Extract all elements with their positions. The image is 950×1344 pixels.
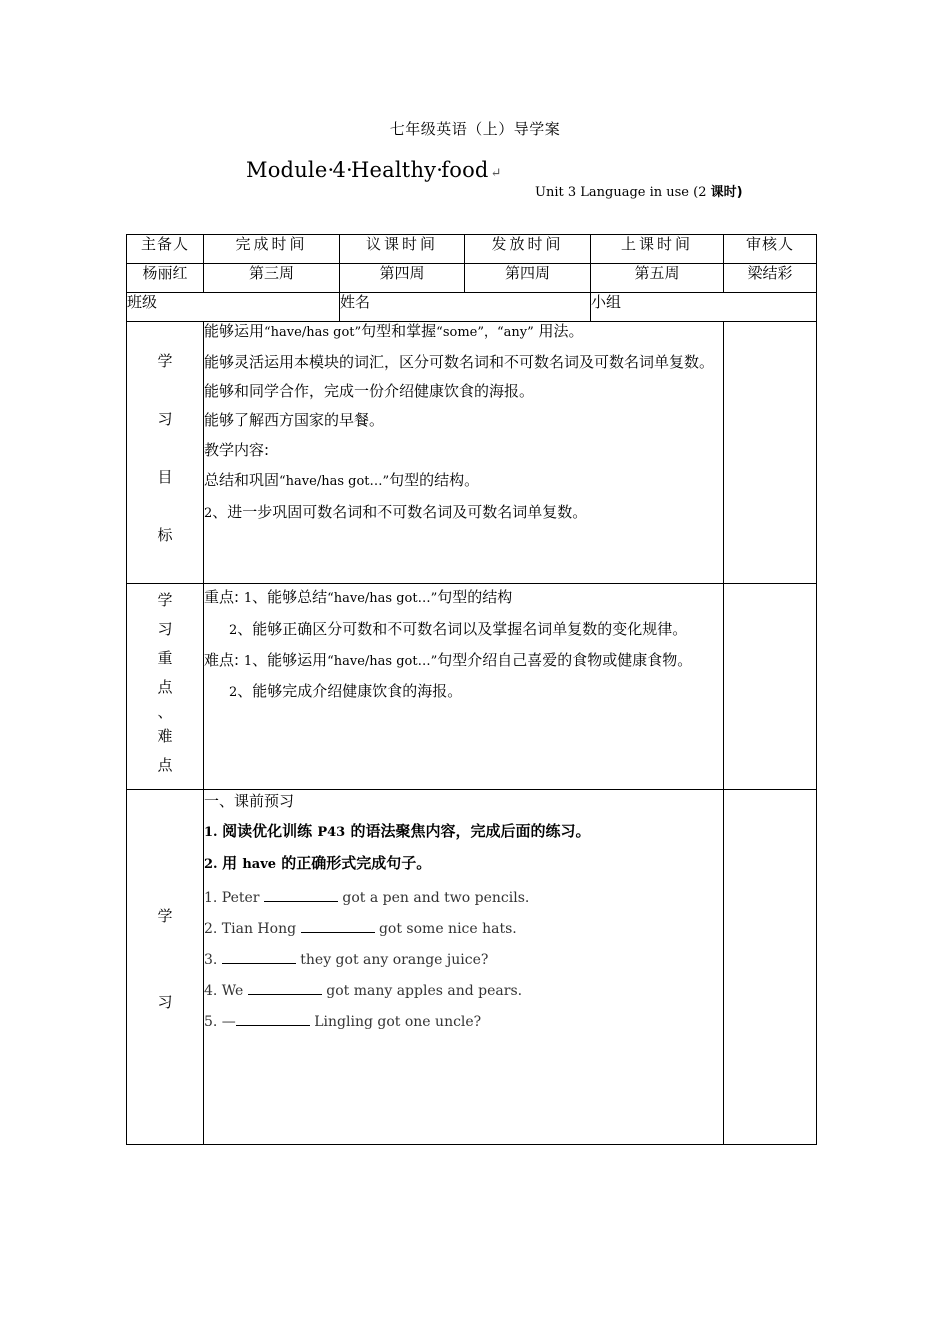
text: 1 (243, 591, 253, 606)
side-char: 习 (157, 620, 173, 638)
class-label: 班级 (127, 293, 340, 322)
side-char: 点 (157, 678, 173, 696)
key-points-content (204, 584, 724, 790)
lesson-plan-table (126, 234, 817, 1145)
text: 用法。 (533, 322, 584, 340)
empty-cell (724, 790, 817, 1145)
text: 句型的结构 (437, 588, 513, 606)
study-side-label (127, 790, 204, 1145)
side-char: 学 (157, 591, 173, 609)
study-row (127, 790, 817, 1145)
key-point-line (204, 588, 723, 608)
text: 总结和巩固 (204, 471, 280, 489)
space-mark: · (346, 158, 353, 182)
header-cell: 主备人 (127, 235, 204, 264)
text: “some”，“any” (436, 325, 534, 340)
name-cell: 第五周 (591, 264, 724, 293)
group-label: 小组 (591, 293, 817, 322)
side-char: 学 (157, 352, 173, 370)
text: 1. (204, 825, 223, 840)
name-cell: 梁结彩 (724, 264, 817, 293)
objective-line: 能够了解西方国家的早餐。 (204, 411, 385, 429)
text: 1 (243, 654, 253, 669)
text: they got any orange juice? (295, 952, 489, 968)
answer-blank[interactable] (264, 887, 338, 902)
side-char: 习 (157, 410, 173, 428)
text: got many apples and pears. (321, 983, 523, 999)
side-char: 难 (157, 727, 173, 745)
objectives-row (127, 322, 817, 584)
key-points-side-label (127, 584, 204, 790)
objective-line: 能够灵活运用本模块的词汇，区分可数名词和不可数名词及可数名词单复数。 (204, 353, 715, 371)
header-cell: 发放时间 (465, 235, 591, 264)
section-heading: 一、课前预习 (204, 792, 295, 810)
header-cell: 议课时间 (340, 235, 465, 264)
text: “have/has got…” (279, 474, 390, 489)
objective-line (204, 322, 723, 342)
empty-cell (724, 322, 817, 584)
side-char: 重 (157, 649, 173, 667)
text: 5. — (204, 1014, 236, 1030)
header-cell: 审核人 (724, 235, 817, 264)
header-row (127, 235, 817, 264)
text: 3. (204, 952, 222, 968)
side-char: 目 (157, 468, 173, 486)
side-char: 习 (157, 993, 173, 1011)
objective-line (204, 503, 723, 523)
objective-line: 能够和同学合作，完成一份介绍健康饮食的海报。 (204, 382, 535, 400)
objectives-content (204, 322, 724, 584)
key-points-row (127, 584, 817, 790)
objective-line (204, 471, 723, 491)
text: 2. (204, 857, 223, 872)
student-name-label: 姓名 (340, 293, 591, 322)
header-cell: 上课时间 (591, 235, 724, 264)
paragraph-mark-icon: ↵ (490, 166, 502, 181)
exercise-item (204, 949, 723, 969)
name-cell: 第三周 (204, 264, 340, 293)
text: 能够运用 (204, 322, 265, 340)
answer-blank[interactable] (236, 1011, 310, 1026)
side-char: 学 (157, 907, 173, 925)
text: 1. Peter (204, 890, 264, 906)
text: 、能够正确区分可数和不可数名词以及掌握名词单复数的变化规律。 (237, 620, 688, 638)
unit-text: Unit 3 Language in use (2 (535, 185, 711, 200)
answer-blank[interactable] (222, 949, 296, 964)
objective-line: 教学内容: (204, 441, 270, 459)
unit-subtitle (535, 181, 743, 200)
unit-lessons: 课时) (710, 185, 743, 200)
text: have (242, 857, 277, 872)
answer-blank[interactable] (248, 980, 322, 995)
text: 的正确形式完成句子。 (276, 854, 432, 872)
text: 句型的结构。 (389, 471, 480, 489)
text: 句型介绍自己喜爱的食物或健康食物。 (437, 651, 693, 669)
text: 2 (229, 623, 238, 638)
text: 、能够完成介绍健康饮食的海报。 (237, 682, 463, 700)
text: got a pen and two pencils. (337, 890, 530, 906)
text: 2. Tian Hong (204, 921, 301, 937)
text: Lingling got one uncle? (309, 1014, 482, 1030)
class-row (127, 293, 817, 322)
text: P43 (317, 825, 346, 840)
space-mark: · (327, 158, 335, 182)
names-row (127, 264, 817, 293)
name-cell: 杨丽红 (127, 264, 204, 293)
task-line (204, 822, 723, 842)
text: “have/has got…” (327, 591, 438, 606)
text: 、能够总结 (252, 588, 328, 606)
name-cell: 第四周 (340, 264, 465, 293)
objectives-side-label (127, 322, 204, 584)
module-word: food (441, 158, 489, 182)
space-mark: · (436, 158, 444, 182)
page-title: 七年级英语（上）导学案 (389, 120, 561, 138)
exercise-item (204, 1011, 723, 1031)
text: 句型和掌握 (361, 322, 437, 340)
answer-blank[interactable] (301, 918, 375, 933)
text: 2 (204, 506, 213, 521)
text: 难点: (204, 651, 244, 669)
text: “have/has got…” (327, 654, 438, 669)
text: 、进一步巩固可数名词和不可数名词及可数名词单复数。 (212, 503, 588, 521)
text: 重点: (204, 588, 244, 606)
text: “have/has got” (264, 325, 362, 340)
text: 阅读优化训练 (222, 822, 318, 840)
difficulty-line (204, 682, 723, 702)
side-char: 标 (157, 526, 173, 544)
module-word: Healthy (351, 158, 437, 182)
text: 2 (229, 685, 238, 700)
text: 的语法聚焦内容，完成后面的练习。 (345, 822, 591, 840)
module-word: Module (246, 158, 328, 182)
empty-cell (724, 584, 817, 790)
module-heading (246, 158, 502, 182)
key-point-line (204, 620, 723, 640)
exercise-item (204, 887, 723, 907)
task-line (204, 854, 723, 874)
module-number: 4 (332, 158, 347, 182)
text: got some nice hats. (374, 921, 517, 937)
side-char: 、 (157, 703, 173, 721)
exercise-item (204, 980, 723, 1000)
difficulty-line (204, 651, 723, 671)
name-cell: 第四周 (465, 264, 591, 293)
side-char: 点 (157, 756, 173, 774)
text: 、能够运用 (252, 651, 328, 669)
text: 用 (222, 854, 243, 872)
text: 4. We (204, 983, 248, 999)
header-cell: 完成时间 (204, 235, 340, 264)
study-content (204, 790, 724, 1145)
exercise-item (204, 918, 723, 938)
